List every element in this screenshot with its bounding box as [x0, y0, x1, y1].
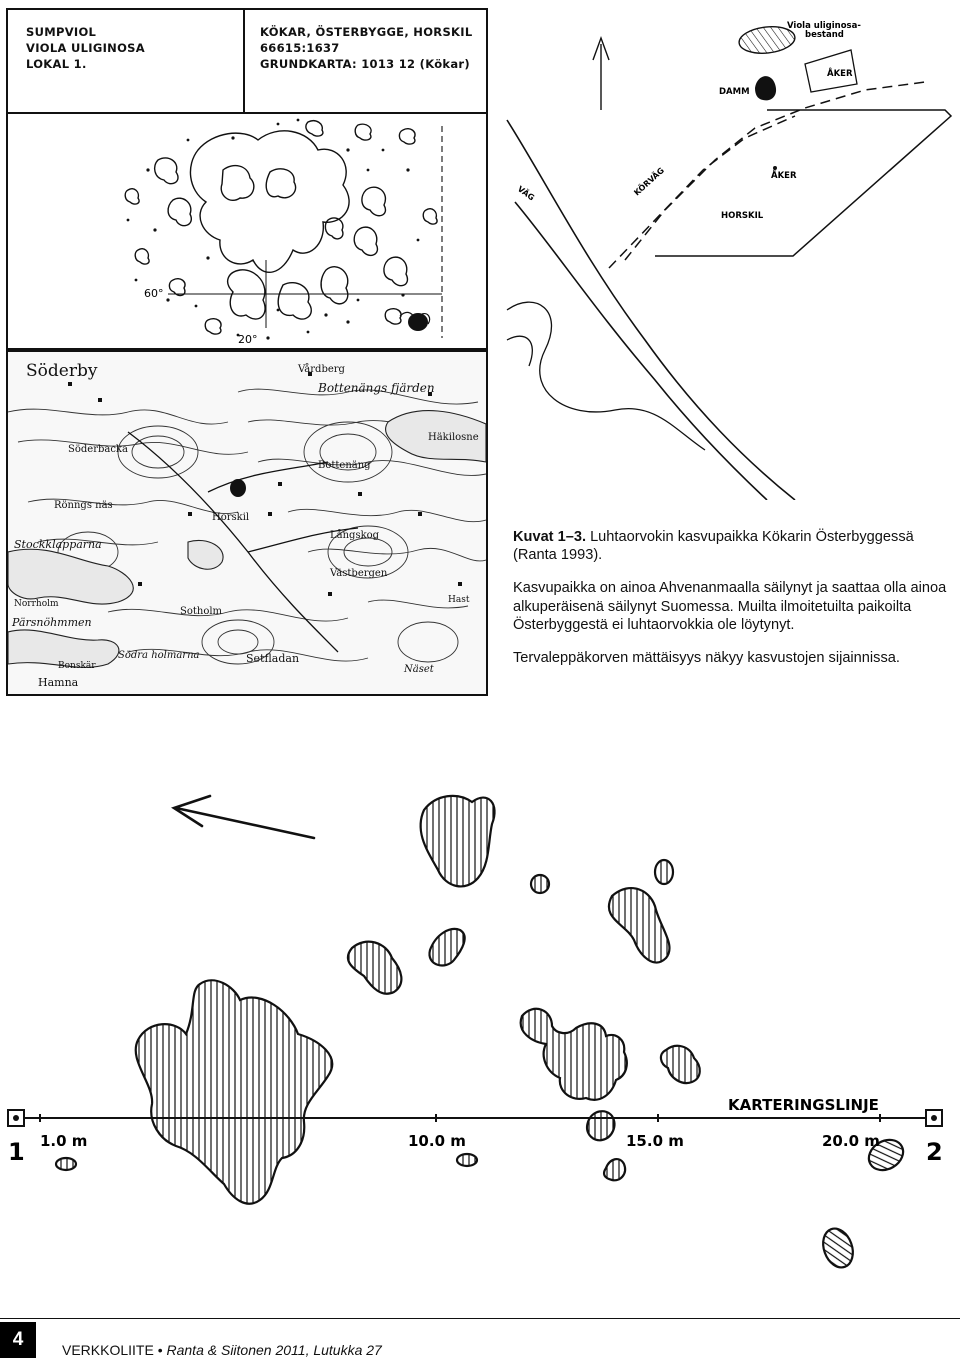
place-label: Bonskär	[58, 661, 96, 671]
caption-title	[513, 528, 953, 564]
site-sketch-drawing	[505, 10, 955, 500]
locality-number: LOKAL 1.	[26, 57, 87, 71]
patch	[531, 875, 549, 893]
latitude-label: 60°	[144, 287, 164, 300]
archipelago-coastlines	[125, 121, 437, 334]
patch	[661, 1046, 700, 1083]
place-label: Hamna	[38, 676, 79, 689]
place-label: Hast	[448, 595, 470, 605]
caption-title-text: Luhtaorvokin kasvupaikka Kökarin Österbyggessä (Ranta 1993).	[513, 529, 914, 564]
footer-bullet: •	[153, 1342, 167, 1358]
bestand-label-line1: Viola uliginosa-	[787, 21, 861, 31]
longitude-label: 20°	[238, 333, 258, 346]
hummock-patches	[56, 796, 700, 1204]
field-marker	[773, 166, 777, 170]
transect-drawing	[0, 770, 960, 1290]
place-label: Stockklapparna	[14, 538, 102, 551]
bestand-label	[787, 21, 864, 40]
distance-label: 10.0 m	[408, 1132, 466, 1150]
distance-label: 1.0 m	[40, 1132, 88, 1150]
field-label-top: ÅKER	[827, 69, 853, 79]
overview-map	[6, 110, 488, 350]
overview-map-drawing	[8, 110, 486, 348]
patch	[818, 1224, 858, 1271]
place-label: Horskil	[212, 512, 250, 523]
place-label: Bottenängs fjärden	[318, 381, 435, 395]
start-marker-number: 1	[8, 1138, 25, 1166]
field-boundary	[655, 110, 951, 256]
patch	[521, 1009, 627, 1100]
transect-label: KARTERINGSLINJE	[728, 1096, 879, 1114]
place-label: Näset	[404, 664, 434, 675]
distance-label: 15.0 m	[626, 1132, 684, 1150]
patch	[587, 1111, 614, 1140]
place-label: Söderbacka	[68, 444, 128, 455]
patch	[56, 1158, 76, 1170]
main-road-label: VÄG	[515, 184, 537, 203]
species-block	[26, 24, 145, 72]
ditch-line	[507, 302, 705, 450]
place-label: Norrholm	[14, 599, 59, 609]
location-block	[260, 24, 472, 72]
pond-label: DAMM	[719, 87, 750, 97]
patch	[136, 980, 332, 1203]
place-label: Långskog	[330, 530, 380, 541]
place-label: Södra holmarna	[118, 650, 200, 661]
distance-label: 20.0 m	[822, 1132, 880, 1150]
main-road-edge-2	[515, 202, 767, 500]
patch	[655, 860, 673, 884]
journal-name: VERKKOLIITE	[62, 1342, 154, 1358]
caption-paragraph: Tervaleppäkorven mättäisyys näkyy kasvustojen sijainnissa.	[513, 650, 900, 667]
patch	[604, 1159, 625, 1180]
north-arrow	[174, 796, 314, 838]
grid-coordinate: 66615:1637	[260, 41, 340, 55]
bestand-label-line2: bestand	[805, 30, 844, 40]
place-label: Söderby	[26, 361, 98, 381]
citation: Ranta & Siitonen 2011, Lutukka 27	[166, 1342, 382, 1358]
location-name: KÖKAR, ÖSTERBYGGE, HORSKIL	[260, 25, 473, 39]
footer-rule	[0, 1318, 960, 1319]
topographic-map	[6, 350, 488, 696]
running-footer	[62, 1342, 382, 1358]
site-marker	[230, 479, 246, 497]
place-label: Pärsnöhmmen	[12, 616, 92, 629]
patch	[429, 929, 464, 965]
place-label: Bottenäng	[318, 460, 371, 471]
dirt-road-label: KÖRVÄG	[632, 165, 666, 198]
pond-symbol	[755, 76, 776, 100]
place-label: Rönngs näs	[54, 500, 113, 511]
locality-card	[6, 8, 488, 114]
place-label: Sotholm	[180, 606, 223, 617]
species-swedish-name: SUMPVIOL	[26, 25, 97, 39]
caption-figure-label: Kuvat 1–3.	[513, 529, 587, 545]
transect-map	[0, 770, 960, 1290]
end-marker-number: 2	[926, 1138, 943, 1166]
card-divider	[243, 10, 245, 112]
end-post-dot	[931, 1115, 937, 1121]
patch	[457, 1154, 477, 1166]
place-label: Västbergen	[330, 568, 388, 579]
place-label: Vårdberg	[298, 364, 345, 375]
place-label: Häkilosne	[428, 432, 479, 443]
figure-caption	[513, 528, 953, 682]
place-label: Setfladan	[246, 652, 300, 665]
horskil-label: HORSKIL	[721, 211, 764, 221]
site-marker	[408, 313, 428, 331]
caption-paragraph: Kasvupaikka on ainoa Ahvenanmaalla säilynyt ja saattaa olla ainoa alkuperäisenä säilynyt Suomessa. Muilta ilmoitetuilta paikoilta Österbyggestä ei luhtaorvokkia ole löytynyt.	[513, 580, 947, 633]
patch	[421, 796, 495, 887]
patch	[609, 888, 670, 962]
hummock-patches-diagonal	[818, 1134, 909, 1272]
start-post-dot	[13, 1115, 19, 1121]
ditch-branch	[507, 336, 532, 366]
base-map-sheet: GRUNDKARTA: 1013 12 (Kökar)	[260, 57, 470, 71]
scattered-islets	[127, 119, 420, 340]
species-latin-name: VIOLA ULIGINOSA	[26, 41, 145, 55]
field-label: ÅKER	[771, 171, 797, 181]
patch	[348, 942, 401, 994]
site-sketch	[505, 10, 955, 500]
topographic-map-drawing	[8, 352, 486, 694]
page-number: 4	[0, 1322, 36, 1358]
